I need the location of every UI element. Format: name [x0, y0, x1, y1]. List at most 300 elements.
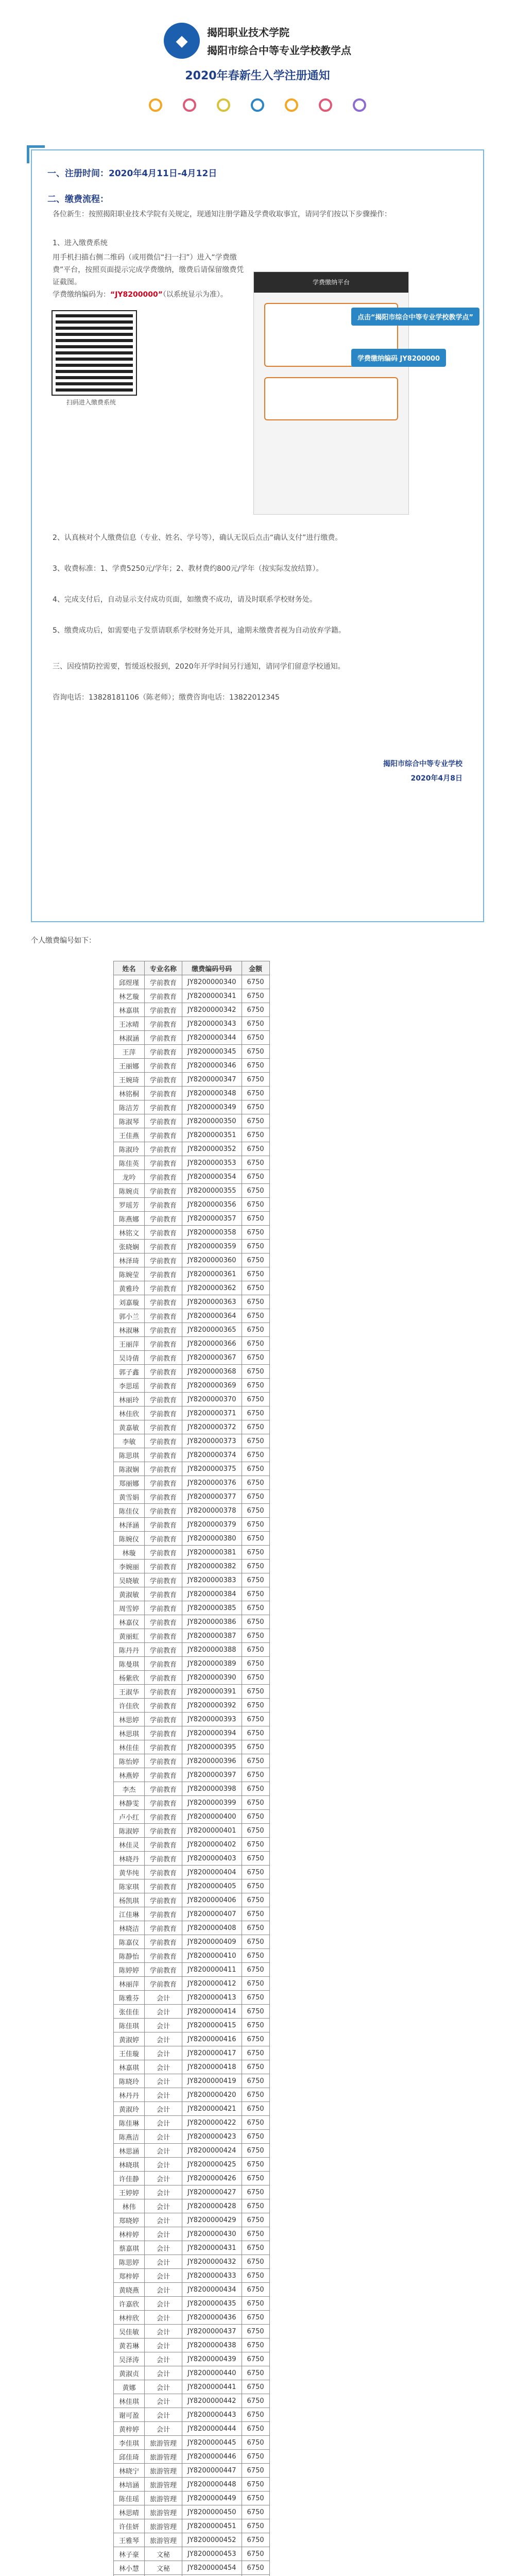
major-cell: 文秘	[145, 2561, 182, 2575]
student-name-cell: 林丹丹	[114, 2088, 145, 2102]
table-body	[114, 975, 270, 2576]
amount-cell: 6750	[242, 2352, 269, 2366]
payment-code-cell: JY8200000367	[182, 1351, 242, 1365]
table-row	[114, 1740, 270, 1754]
payment-code-cell: JY8200000369	[182, 1379, 242, 1393]
amount-cell: 6750	[242, 2227, 269, 2241]
amount-cell: 6750	[242, 2158, 269, 2172]
amount-cell: 6750	[242, 1713, 269, 1726]
table-row	[114, 1866, 270, 1879]
major-cell: 学前教育	[145, 1128, 182, 1142]
payment-code-cell: JY8200000383	[182, 1573, 242, 1587]
table-row	[114, 1087, 270, 1100]
major-cell: 会计	[145, 2394, 182, 2408]
table-row	[114, 1351, 270, 1365]
amount-cell: 6750	[242, 1448, 269, 1462]
major-cell: 学前教育	[145, 1198, 182, 1212]
table-row	[114, 1587, 270, 1601]
decor-dot	[251, 98, 264, 112]
table-row	[114, 1184, 270, 1198]
payment-code-cell: JY8200000366	[182, 1337, 242, 1351]
table-row	[114, 1852, 270, 1866]
payment-code-cell: JY8200000352	[182, 1142, 242, 1156]
amount-cell: 6750	[242, 2492, 269, 2505]
amount-cell: 6750	[242, 1379, 269, 1393]
major-cell: 学前教育	[145, 1462, 182, 1476]
amount-cell: 6750	[242, 2478, 269, 2492]
table-row	[114, 1601, 270, 1615]
major-cell: 会计	[145, 2380, 182, 2394]
table-row	[114, 2519, 270, 2533]
payment-code-cell: JY8200000425	[182, 2158, 242, 2172]
student-name-cell: 许佳静	[114, 2172, 145, 2185]
amount-cell: 6750	[242, 1212, 269, 1226]
table-row	[114, 2185, 270, 2199]
student-name-cell: 陈怡婷	[114, 1754, 145, 1768]
major-cell: 学前教育	[145, 1170, 182, 1184]
student-name-cell: 林丽萍	[114, 1977, 145, 1991]
amount-cell: 6750	[242, 1128, 269, 1142]
amount-cell: 6750	[242, 1546, 269, 1560]
table-row	[114, 1003, 270, 1017]
student-name-cell: 林晓宁	[114, 2464, 145, 2478]
major-cell: 会计	[145, 2074, 182, 2088]
major-cell: 学前教育	[145, 1615, 182, 1629]
amount-cell: 6750	[242, 1907, 269, 1921]
school-logo: ◆	[164, 23, 200, 59]
table-row	[114, 1462, 270, 1476]
payment-code-cell: JY8200000397	[182, 1768, 242, 1782]
student-name-cell: 林淑琳	[114, 1323, 145, 1337]
payment-code-cell: JY8200000340	[182, 975, 242, 989]
table-row	[114, 2269, 270, 2283]
payment-code-cell: JY8200000360	[182, 1253, 242, 1267]
table-row	[114, 1365, 270, 1379]
page-header	[0, 0, 515, 112]
student-name-cell: 邱佳琦	[114, 2450, 145, 2464]
major-cell: 学前教育	[145, 1142, 182, 1156]
major-cell: 学前教育	[145, 1782, 182, 1796]
major-cell: 学前教育	[145, 1212, 182, 1226]
payment-code-cell: JY8200000373	[182, 1434, 242, 1448]
major-cell: 学前教育	[145, 1267, 182, 1281]
amount-cell: 6750	[242, 1601, 269, 1615]
student-name-cell: 吴佳敏	[114, 2325, 145, 2338]
amount-cell: 6750	[242, 1643, 269, 1657]
amount-cell: 6750	[242, 2561, 269, 2575]
student-name-cell: 陈洁芳	[114, 1100, 145, 1114]
table-row	[114, 2380, 270, 2394]
payment-code-cell: JY8200000441	[182, 2380, 242, 2394]
amount-cell: 6750	[242, 1017, 269, 1031]
payment-code-cell: JY8200000393	[182, 1713, 242, 1726]
student-name-cell: 李佳琪	[114, 2436, 145, 2450]
table-row	[114, 2547, 270, 2561]
payment-code-cell: JY8200000428	[182, 2199, 242, 2213]
table-row	[114, 2352, 270, 2366]
amount-cell: 6750	[242, 1351, 269, 1365]
payment-code-cell: JY8200000350	[182, 1114, 242, 1128]
student-name-cell: 陈静怡	[114, 1949, 145, 1963]
student-name-cell: 陈淑婷	[114, 1824, 145, 1838]
student-name-cell: 郑晓婷	[114, 2213, 145, 2227]
major-cell: 旅游管理	[145, 2533, 182, 2547]
major-cell: 学前教育	[145, 1949, 182, 1963]
amount-cell: 6750	[242, 1365, 269, 1379]
table-row	[114, 1434, 270, 1448]
student-name-cell: 林丽玲	[114, 1393, 145, 1406]
major-cell: 学前教育	[145, 1420, 182, 1434]
table-row	[114, 1337, 270, 1351]
payment-code-cell: JY8200000354	[182, 1170, 242, 1184]
student-name-cell: 陈淑琴	[114, 1114, 145, 1128]
student-name-cell: 李敏	[114, 1434, 145, 1448]
payment-code-cell: JY8200000389	[182, 1657, 242, 1671]
table-row	[114, 2199, 270, 2213]
payment-code-cell: JY8200000437	[182, 2325, 242, 2338]
student-name-cell: 郑梓婷	[114, 2269, 145, 2283]
major-cell: 学前教育	[145, 1406, 182, 1420]
student-name-cell: 王婷婷	[114, 2185, 145, 2199]
amount-cell: 6750	[242, 1671, 269, 1685]
major-cell: 学前教育	[145, 1907, 182, 1921]
student-name-cell: 陈燕洁	[114, 2130, 145, 2144]
payment-code-cell: JY8200000363	[182, 1295, 242, 1309]
student-name-cell: 谢可盈	[114, 2408, 145, 2422]
table-row	[114, 2533, 270, 2547]
table-row	[114, 1281, 270, 1295]
table-row	[114, 2227, 270, 2241]
step1-text: 用手机扫描右侧二维码（或用微信“扫一扫”）进入“学费缴费”平台，按照页面提示完成学费缴纳，缴费后请保留缴费凭证截图。	[53, 253, 244, 286]
payment-code-cell: JY8200000443	[182, 2408, 242, 2422]
payment-code-cell: JY8200000381	[182, 1546, 242, 1560]
qr-caption: 扫码进入缴费系统	[66, 399, 116, 406]
amount-cell: 6750	[242, 1267, 269, 1281]
payment-code-cell: JY8200000439	[182, 2352, 242, 2366]
amount-cell: 6750	[242, 2060, 269, 2074]
amount-cell: 6750	[242, 2241, 269, 2255]
major-cell: 会计	[145, 1991, 182, 2005]
major-cell: 学前教育	[145, 1476, 182, 1490]
major-cell: 会计	[145, 2144, 182, 2158]
student-name-cell: 陈曼琪	[114, 1657, 145, 1671]
payment-code-cell: JY8200000394	[182, 1726, 242, 1740]
student-name-cell: 张佳佳	[114, 2005, 145, 2019]
major-cell: 学前教育	[145, 1824, 182, 1838]
table-caption: 个人缴费编号如下：	[31, 937, 96, 945]
major-cell: 会计	[145, 2297, 182, 2311]
major-cell: 学前教育	[145, 1573, 182, 1587]
fee-table	[113, 961, 270, 2576]
table-row	[114, 1935, 270, 1949]
student-name-cell: 郑丽娜	[114, 1476, 145, 1490]
table-row	[114, 1198, 270, 1212]
major-cell: 学前教育	[145, 1726, 182, 1740]
table-row	[114, 2019, 270, 2032]
student-name-cell: 林铭桐	[114, 1087, 145, 1100]
student-name-cell: 陈丹丹	[114, 1643, 145, 1657]
payment-code-cell: JY8200000404	[182, 1866, 242, 1879]
student-name-cell: 蔡嘉琪	[114, 2241, 145, 2255]
table-row	[114, 1253, 270, 1267]
student-name-cell: 黄晓燕	[114, 2283, 145, 2297]
payment-code-cell: JY8200000414	[182, 2005, 242, 2019]
amount-cell: 6750	[242, 989, 269, 1003]
step1-title: 1、进入缴费系统	[53, 239, 108, 247]
amount-cell: 6750	[242, 1295, 269, 1309]
amount-cell: 6750	[242, 1031, 269, 1045]
major-cell: 学前教育	[145, 1713, 182, 1726]
table-row	[114, 1879, 270, 1893]
student-name-cell: 林子豪	[114, 2547, 145, 2561]
amount-cell: 6750	[242, 2380, 269, 2394]
payment-code-cell: JY8200000379	[182, 1518, 242, 1532]
table-row	[114, 2492, 270, 2505]
payment-code-cell: JY8200000347	[182, 1073, 242, 1087]
payment-code-cell: JY8200000431	[182, 2241, 242, 2255]
student-name-cell: 王佳璇	[114, 2046, 145, 2060]
payment-code-cell: JY8200000385	[182, 1601, 242, 1615]
major-cell: 学前教育	[145, 1031, 182, 1045]
payment-code-cell: JY8200000361	[182, 1267, 242, 1281]
amount-cell: 6750	[242, 1824, 269, 1838]
student-name-cell: 黄雪娟	[114, 1490, 145, 1504]
amount-cell: 6750	[242, 2269, 269, 2283]
payment-code-cell: JY8200000343	[182, 1017, 242, 1031]
amount-cell: 6750	[242, 2325, 269, 2338]
major-cell: 会计	[145, 2060, 182, 2074]
table-row	[114, 2046, 270, 2060]
payment-code-cell: JY8200000421	[182, 2102, 242, 2116]
table-row	[114, 2464, 270, 2478]
student-name-cell: 林晓洁	[114, 1921, 145, 1935]
amount-cell: 6750	[242, 1323, 269, 1337]
amount-cell: 6750	[242, 2366, 269, 2380]
major-cell: 学前教育	[145, 1295, 182, 1309]
table-row	[114, 2408, 270, 2422]
student-name-cell: 龙吟	[114, 1170, 145, 1184]
payment-code-cell: JY8200000353	[182, 1156, 242, 1170]
table-row	[114, 2144, 270, 2158]
payment-code-cell: JY8200000420	[182, 2088, 242, 2102]
major-cell: 会计	[145, 2032, 182, 2046]
amount-cell: 6750	[242, 2311, 269, 2325]
amount-cell: 6750	[242, 2199, 269, 2213]
column-header: 专业名称	[145, 961, 182, 975]
amount-cell: 6750	[242, 2213, 269, 2227]
major-cell: 学前教育	[145, 1003, 182, 1017]
student-name-cell: 李婉丽	[114, 1560, 145, 1573]
amount-cell: 6750	[242, 1754, 269, 1768]
major-cell: 学前教育	[145, 1768, 182, 1782]
amount-cell: 6750	[242, 2408, 269, 2422]
table-header-row	[114, 961, 270, 975]
major-cell: 学前教育	[145, 1337, 182, 1351]
payment-code-cell: JY8200000387	[182, 1629, 242, 1643]
payment-code-cell: JY8200000438	[182, 2338, 242, 2352]
table-row	[114, 1100, 270, 1114]
student-name-cell: 许佳欣	[114, 1699, 145, 1713]
table-row	[114, 2366, 270, 2380]
table-row	[114, 1323, 270, 1337]
student-name-cell: 林铭文	[114, 1226, 145, 1240]
table-row	[114, 1420, 270, 1434]
major-cell: 学前教育	[145, 1365, 182, 1379]
table-row	[114, 1073, 270, 1087]
amount-cell: 6750	[242, 2505, 269, 2519]
student-name-cell: 林梓婷	[114, 2227, 145, 2241]
amount-cell: 6750	[242, 1184, 269, 1198]
payment-code-cell: JY8200000406	[182, 1893, 242, 1907]
student-name-cell: 许佳妍	[114, 2519, 145, 2533]
amount-cell: 6750	[242, 1490, 269, 1504]
payment-code-cell: JY8200000358	[182, 1226, 242, 1240]
amount-cell: 6750	[242, 1573, 269, 1587]
payment-code-cell: JY8200000440	[182, 2366, 242, 2380]
major-cell: 旅游管理	[145, 2492, 182, 2505]
table-row	[114, 1309, 270, 1323]
student-name-cell: 邱煜瑾	[114, 975, 145, 989]
table-row	[114, 2283, 270, 2297]
campus-name: 揭阳市综合中等专业学校教学点	[207, 44, 351, 57]
table-row	[114, 1476, 270, 1490]
payment-code-cell: JY8200000386	[182, 1615, 242, 1629]
payment-code-note: （以系统显示为准）。	[162, 291, 228, 299]
amount-cell: 6750	[242, 1685, 269, 1699]
major-cell: 学前教育	[145, 1393, 182, 1406]
payment-code-cell: JY8200000384	[182, 1587, 242, 1601]
major-cell: 学前教育	[145, 1643, 182, 1657]
table-row	[114, 1240, 270, 1253]
major-cell: 会计	[145, 2338, 182, 2352]
payment-code-cell: JY8200000378	[182, 1504, 242, 1518]
payment-code-cell: JY8200000396	[182, 1754, 242, 1768]
student-name-cell: 林佳灵	[114, 1838, 145, 1852]
payment-code-cell: JY8200000362	[182, 1281, 242, 1295]
qr-code[interactable]	[53, 311, 136, 395]
payment-code-cell: JY8200000410	[182, 1949, 242, 1963]
table-row	[114, 1838, 270, 1852]
major-cell: 学前教育	[145, 1838, 182, 1852]
payment-code-cell: JY8200000374	[182, 1448, 242, 1462]
decor-dot	[285, 98, 298, 112]
payment-code-label: 学费缴纳编码为：	[53, 291, 110, 299]
student-name-cell: 郭小兰	[114, 1309, 145, 1323]
amount-cell: 6750	[242, 2394, 269, 2408]
amount-cell: 6750	[242, 2185, 269, 2199]
student-name-cell: 林嘉琪	[114, 2060, 145, 2074]
payment-code-cell: JY8200000402	[182, 1838, 242, 1852]
major-cell: 会计	[145, 2311, 182, 2325]
table-row	[114, 2241, 270, 2255]
table-row	[114, 1963, 270, 1977]
table-row	[114, 2450, 270, 2464]
sign-school: 揭阳市综合中等专业学校	[383, 760, 462, 768]
major-cell: 学前教育	[145, 1560, 182, 1573]
table-row	[114, 2158, 270, 2172]
table-row	[114, 1629, 270, 1643]
table-row	[114, 2116, 270, 2130]
payment-code-cell: JY8200000341	[182, 989, 242, 1003]
table-row	[114, 1212, 270, 1226]
payment-code-cell: JY8200000392	[182, 1699, 242, 1713]
payment-code-cell: JY8200000375	[182, 1462, 242, 1476]
student-name-cell: 林佳琪	[114, 2394, 145, 2408]
section-time-title: 一、注册时间：2020年4月11日-4月12日	[47, 168, 217, 179]
table-row	[114, 1142, 270, 1156]
student-name-cell: 黄淑玲	[114, 2102, 145, 2116]
amount-cell: 6750	[242, 1393, 269, 1406]
major-cell: 学前教育	[145, 1087, 182, 1100]
table-row	[114, 1907, 270, 1921]
amount-cell: 6750	[242, 2436, 269, 2450]
student-name-cell: 林思涵	[114, 2144, 145, 2158]
amount-cell: 6750	[242, 1518, 269, 1532]
notice-title: 2020年春新生入学注册通知	[185, 70, 330, 82]
amount-cell: 6750	[242, 2130, 269, 2144]
student-name-cell: 林燕婷	[114, 1768, 145, 1782]
student-name-cell: 林泽琦	[114, 1253, 145, 1267]
payment-code-cell: JY8200000390	[182, 1671, 242, 1685]
payment-code: “JY8200000”	[110, 291, 163, 299]
major-cell: 会计	[145, 2185, 182, 2199]
amount-cell: 6750	[242, 1504, 269, 1518]
table-row	[114, 2478, 270, 2492]
amount-cell: 6750	[242, 1142, 269, 1156]
table-row	[114, 1045, 270, 1059]
table-row	[114, 1824, 270, 1838]
student-name-cell: 陈佳英	[114, 1156, 145, 1170]
contact-label: 咨询电话：	[53, 693, 89, 702]
student-name-cell: 卢小红	[114, 1810, 145, 1824]
major-cell: 学前教育	[145, 1866, 182, 1879]
table-row	[114, 1671, 270, 1685]
table-row	[114, 1128, 270, 1142]
table-row	[114, 975, 270, 989]
amount-cell: 6750	[242, 1114, 269, 1128]
major-cell: 会计	[145, 2422, 182, 2436]
payment-code-cell: JY8200000447	[182, 2464, 242, 2478]
major-cell: 学前教育	[145, 1879, 182, 1893]
major-cell: 学前教育	[145, 1810, 182, 1824]
major-cell: 学前教育	[145, 989, 182, 1003]
student-name-cell: 陈思婷	[114, 2255, 145, 2269]
amount-cell: 6750	[242, 1003, 269, 1017]
table-row	[114, 1699, 270, 1713]
student-name-cell: 杨凯琪	[114, 1893, 145, 1907]
table-row	[114, 1977, 270, 1991]
table-row	[114, 2436, 270, 2450]
step2-text: 2、认真核对个人缴费信息（专业、姓名、学号等），确认无误后点击“确认支付”进行缴费。	[53, 534, 342, 542]
major-cell: 学前教育	[145, 1156, 182, 1170]
payment-code-cell: JY8200000411	[182, 1963, 242, 1977]
payment-code-cell: JY8200000401	[182, 1824, 242, 1838]
section-payment-title: 二、缴费流程：	[47, 194, 109, 205]
amount-cell: 6750	[242, 1462, 269, 1476]
payment-code-cell: JY8200000445	[182, 2436, 242, 2450]
step3-text: 3、收费标准：1、学费5250元/学年；2、教材费约800元/学年（按实际发放结算）。	[53, 565, 323, 573]
major-cell: 学前教育	[145, 1671, 182, 1685]
table-row	[114, 1504, 270, 1518]
table-row	[114, 989, 270, 1003]
payment-code-cell: JY8200000453	[182, 2547, 242, 2561]
amount-cell: 6750	[242, 1963, 269, 1977]
payment-code-cell: JY8200000388	[182, 1643, 242, 1657]
table-row	[114, 1490, 270, 1504]
amount-cell: 6750	[242, 1073, 269, 1087]
student-name-cell: 陈家琪	[114, 1879, 145, 1893]
major-cell: 学前教育	[145, 1685, 182, 1699]
